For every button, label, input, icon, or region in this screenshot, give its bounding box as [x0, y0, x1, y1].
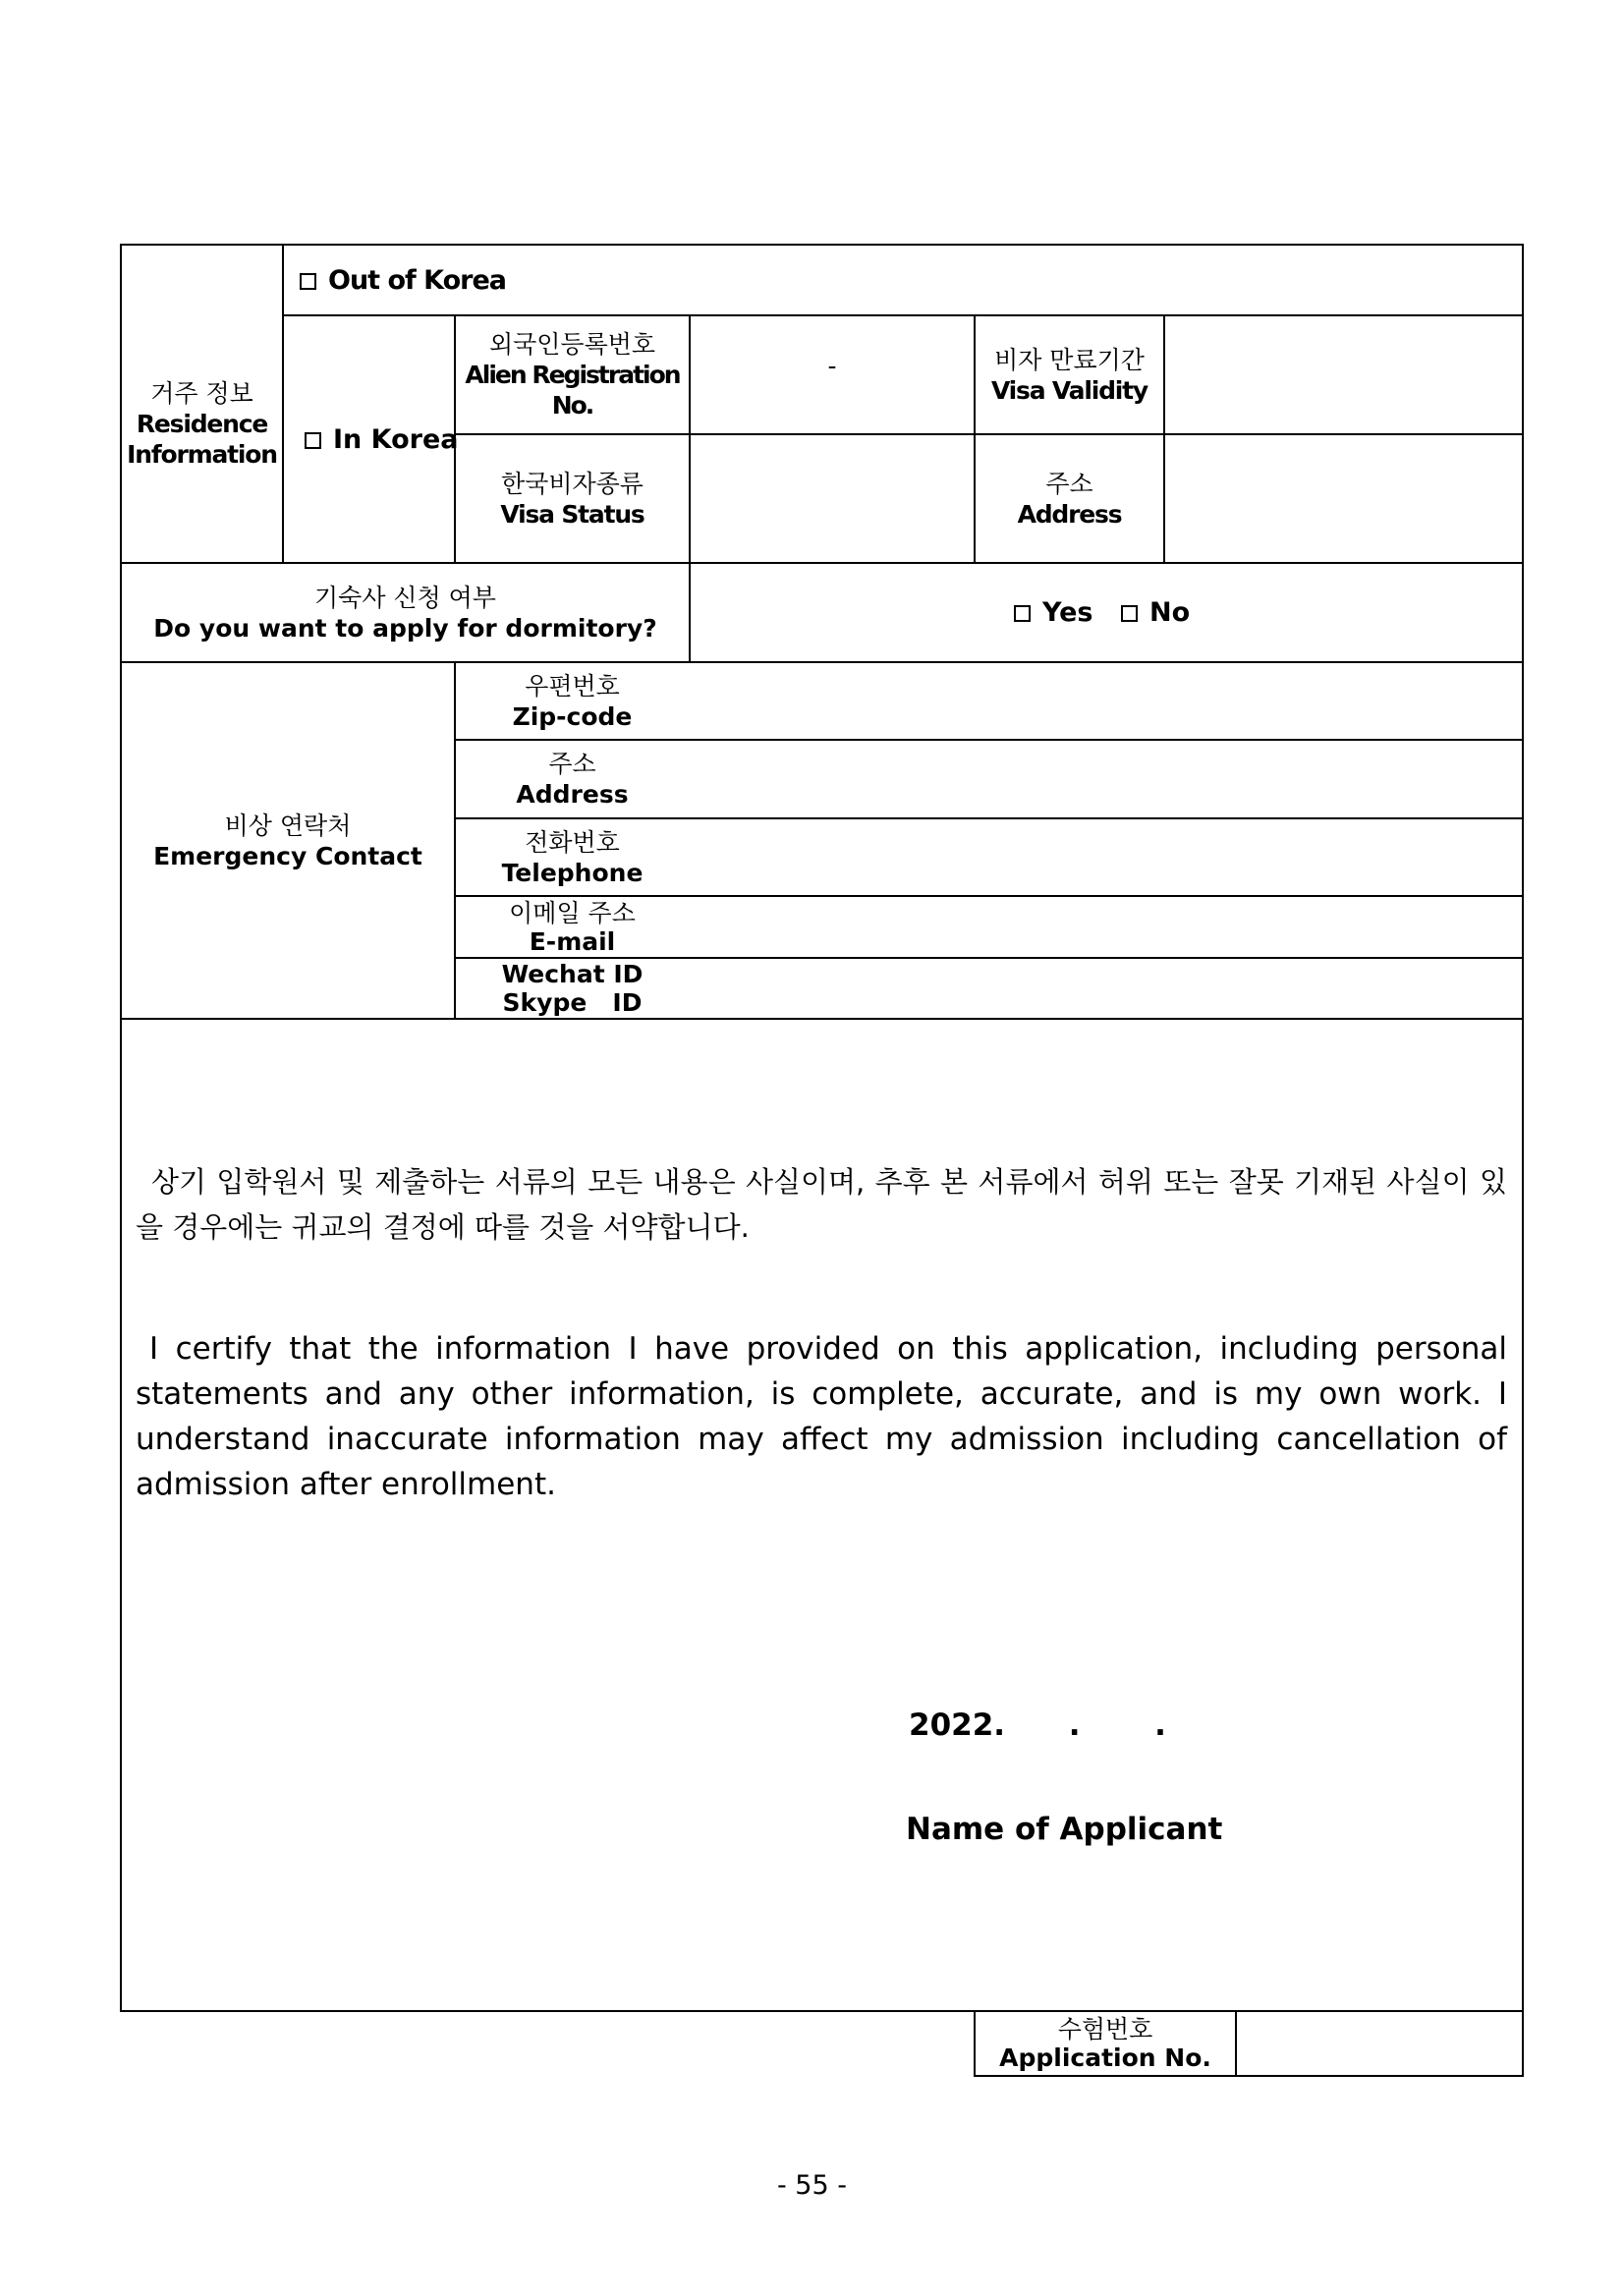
visa-validity-label-en: Visa Validity — [990, 375, 1148, 405]
zip-code-label-ko: 우편번호 — [525, 671, 620, 700]
emergency-address-field[interactable] — [691, 741, 1522, 817]
in-korea-checkbox[interactable] — [305, 432, 321, 449]
email-label — [456, 897, 689, 957]
messenger-id-field[interactable] — [691, 959, 1522, 1018]
declaration-date: 2022. . . — [909, 1707, 1166, 1743]
application-number-label — [976, 2012, 1235, 2075]
out-of-korea-option[interactable] — [300, 266, 506, 296]
alien-registration-separator: - — [827, 352, 837, 380]
telephone-label-ko: 전화번호 — [525, 827, 620, 857]
zip-code-field[interactable] — [691, 663, 1522, 739]
residence-label — [122, 246, 282, 562]
telephone-field[interactable] — [691, 819, 1522, 895]
out-of-korea-label: Out of Korea — [328, 265, 507, 296]
visa-validity-label — [976, 316, 1163, 433]
row-divider — [120, 1018, 1524, 1020]
alien-registration-label — [456, 316, 689, 433]
telephone-label — [456, 819, 689, 895]
emergency-address-label — [456, 741, 689, 817]
table-border-right — [1522, 244, 1524, 2012]
alien-registration-label-ko: 외국인등록번호 — [488, 330, 656, 359]
residence-label-en-1: Residence — [136, 409, 268, 438]
emergency-contact-label-ko: 비상 연락처 — [224, 811, 352, 840]
dormitory-yes-label: Yes — [1042, 597, 1093, 628]
col-divider — [282, 244, 284, 564]
emergency-address-label-ko: 주소 — [548, 750, 596, 778]
skype-id-label: Skype ID — [502, 988, 643, 1017]
zip-code-label-en: Zip-code — [512, 701, 633, 731]
alien-registration-field[interactable] — [691, 316, 974, 433]
dormitory-label-en: Do you want to apply for dormitory? — [153, 613, 657, 643]
dormitory-yes-option[interactable] — [1014, 598, 1092, 628]
telephone-label-en: Telephone — [501, 858, 644, 887]
application-number-label-ko: 수험번호 — [1057, 2015, 1153, 2043]
alien-registration-label-en: Alien Registration No. — [465, 361, 680, 420]
residence-address-field[interactable] — [1165, 435, 1522, 562]
dormitory-no-checkbox[interactable] — [1121, 605, 1138, 622]
visa-status-label-en: Visa Status — [500, 499, 644, 529]
application-number-field[interactable] — [1237, 2012, 1522, 2075]
email-label-ko: 이메일 주소 — [509, 898, 636, 927]
messenger-id-label — [456, 959, 689, 1018]
visa-validity-label-ko: 비자 만료기간 — [994, 345, 1145, 374]
visa-status-field[interactable] — [691, 435, 974, 562]
residence-label-en-2: Information — [127, 439, 277, 469]
residence-label-ko: 거주 정보 — [150, 378, 253, 408]
visa-validity-field[interactable] — [1165, 316, 1522, 433]
col-divider — [689, 562, 691, 663]
dormitory-label — [122, 564, 689, 661]
table-border-top — [120, 244, 1524, 246]
email-label-en: E-mail — [529, 926, 616, 956]
visa-status-label-ko: 한국비자종류 — [501, 469, 644, 498]
application-number-label-en: Application No. — [999, 2043, 1211, 2072]
app-no-border-right — [1522, 2010, 1524, 2077]
out-of-korea-checkbox[interactable] — [300, 273, 316, 290]
applicant-name-label: Name of Applicant — [906, 1812, 1223, 1847]
visa-status-label — [456, 435, 689, 562]
zip-code-label — [456, 663, 689, 739]
dormitory-no-option[interactable] — [1121, 598, 1190, 628]
dormitory-no-label: No — [1149, 597, 1191, 628]
email-field[interactable] — [691, 897, 1522, 957]
wechat-id-label: Wechat ID — [501, 960, 644, 988]
declaration-english: I certify that the information I have provided on this application, including personal statements and any other information, is complete, accurate, and is my own work. I understand inaccurate information may affect my admission including cancellation of admission after enrollment. — [136, 1331, 1507, 1502]
residence-address-label-en: Address — [1017, 499, 1122, 529]
page-number: - 55 - — [776, 2170, 847, 2201]
emergency-address-label-en: Address — [516, 780, 629, 809]
dormitory-yes-checkbox[interactable] — [1014, 605, 1031, 622]
in-korea-label: In Korea — [333, 424, 459, 455]
in-korea-option[interactable] — [305, 425, 459, 455]
app-no-border-bottom — [974, 2075, 1524, 2077]
dormitory-label-ko: 기숙사 신청 여부 — [314, 583, 496, 612]
emergency-contact-label-en: Emergency Contact — [153, 841, 422, 870]
declaration-korean: 상기 입학원서 및 제출하는 서류의 모든 내용은 사실이며, 추후 본 서류에서 허위 또는 잘못 기재된 사실이 있을 경우에는 귀교의 결정에 따를 것을 서약합니다. — [136, 1165, 1507, 1244]
emergency-contact-label — [122, 663, 454, 1018]
residence-address-label — [976, 435, 1163, 562]
residence-address-label-ko: 주소 — [1045, 469, 1093, 498]
